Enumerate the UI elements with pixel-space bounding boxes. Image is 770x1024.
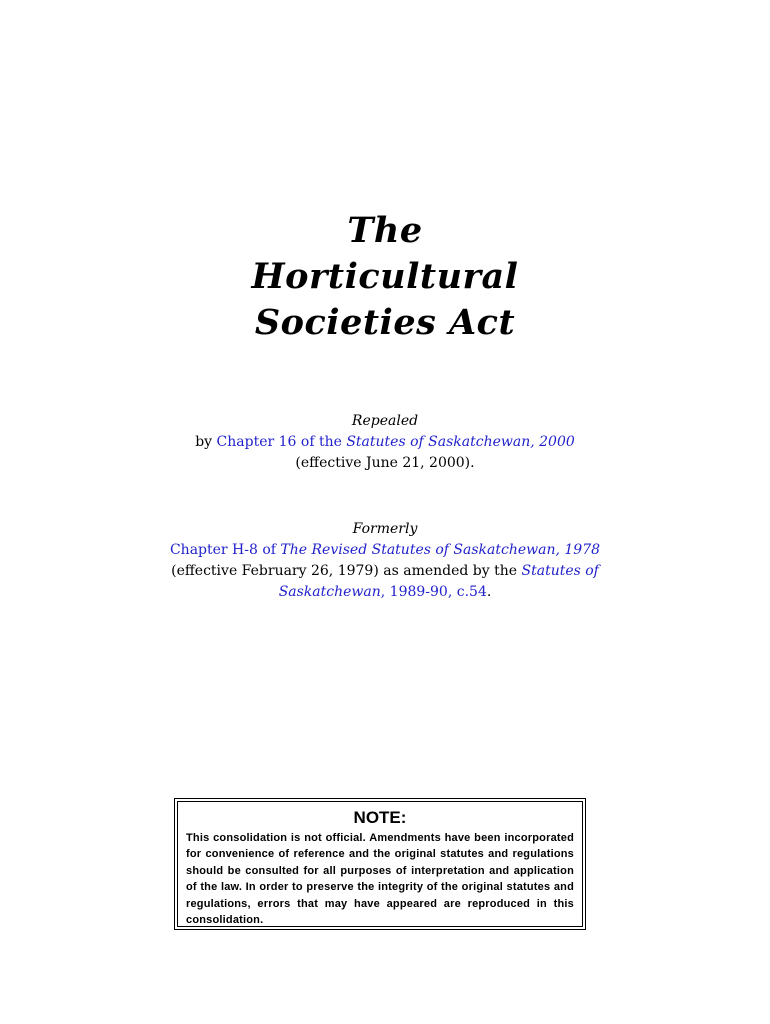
formerly-statutes-link-part3[interactable]: , 1989-90, c.54: [380, 584, 487, 600]
formerly-line-3: [0, 582, 770, 603]
repealed-chapter-link[interactable]: Chapter 16 of the: [216, 434, 347, 450]
title-line-3: Societies Act: [254, 302, 516, 343]
formerly-line-1: [0, 540, 770, 561]
formerly-section: [0, 519, 770, 603]
repealed-by-prefix: by: [195, 434, 217, 450]
note-text: This consolidation is not official. Amendments have been incorporated for convenience of reference and the original statutes and regulations should be consulted for all purposes of interpretation and application of the law. In order to preserve the integrity of the original statutes and regulations, errors that may have appeared are reproduced in this consolidation.: [186, 832, 574, 927]
formerly-chapter-link[interactable]: Chapter H-8 of: [169, 542, 281, 558]
note-inner-frame: [177, 801, 583, 927]
formerly-heading: Formerly: [352, 521, 418, 537]
formerly-statutes-link-part1[interactable]: Statutes of: [521, 563, 599, 579]
note-heading: NOTE:: [353, 808, 407, 827]
repealed-statutes-link[interactable]: Statutes of Saskatchewan, 2000: [346, 434, 575, 450]
repealed-line: [0, 432, 770, 453]
formerly-line-2: [0, 561, 770, 582]
act-title: [0, 208, 770, 346]
repealed-section: [0, 411, 770, 474]
formerly-revised-statutes-link[interactable]: The Revised Statutes of Saskatchewan, 1978: [280, 542, 601, 558]
formerly-statutes-link-part2[interactable]: Saskatchewan: [278, 584, 381, 600]
title-line-2: Horticultural: [251, 256, 519, 297]
repealed-effective: (effective June 21, 2000).: [295, 455, 475, 471]
formerly-effective-prefix: (effective February 26, 1979) as amended by the: [171, 563, 522, 579]
formerly-end-period: .: [486, 584, 492, 600]
note-box: [174, 798, 586, 930]
title-line-1: The: [347, 210, 423, 251]
repealed-heading: Repealed: [351, 413, 419, 429]
